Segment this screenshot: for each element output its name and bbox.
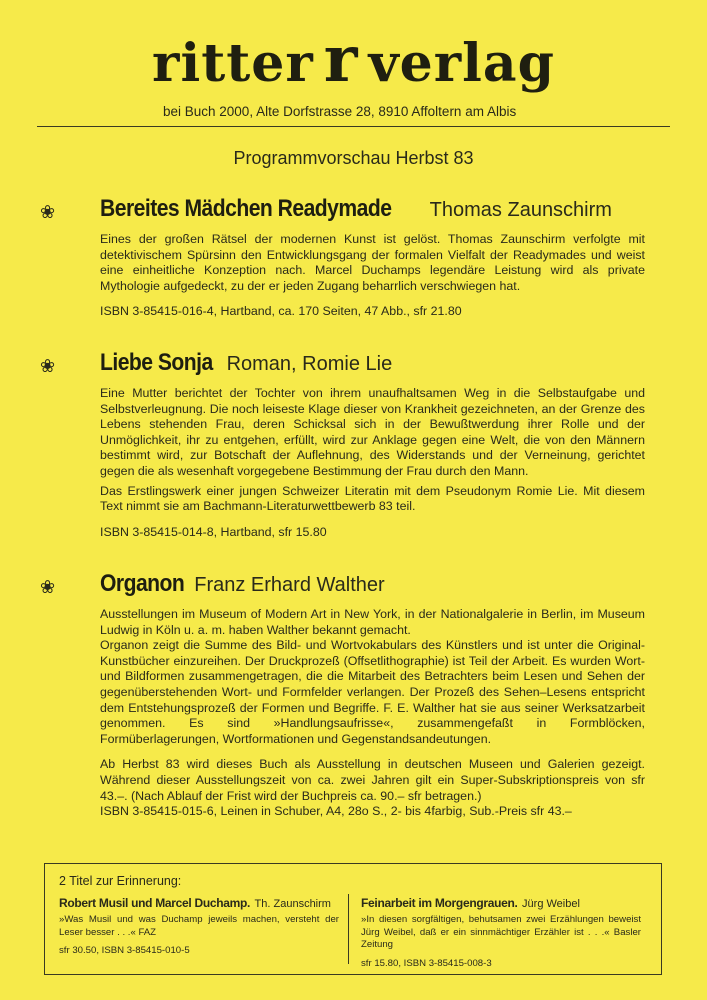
book-entry [100, 568, 645, 820]
entry-heading [100, 193, 645, 228]
book-author: Roman, Romie Lie [226, 353, 393, 375]
logo-left-word: ritter [152, 33, 314, 94]
entry-heading [100, 347, 645, 382]
book-entry [100, 347, 645, 540]
logo-mark: r [323, 22, 359, 97]
reminder-box [44, 863, 662, 975]
publisher-address: bei Buch 2000, Alte Dorfstrasse 28, 8910 Affoltern am Albis [163, 104, 517, 119]
reminder-item [59, 894, 339, 956]
entry-heading [100, 568, 645, 603]
logo-right-word: verlag [368, 33, 555, 94]
header-divider [37, 126, 670, 127]
reminder-title: Feinarbeit im Morgengrauen. [361, 896, 518, 910]
book-description: Organon zeigt die Summe des Bild- und Wortvokabulars des Künstlers und ist unter die Original-Kunstbücher einzureihen. Der Druckprozeß (Offsetlithographie) ist Teil der Arbeit. Es wurden Wort- und Bildformen zusammengetragen, die die Mitarbeit des Betrachters beim Lesen und Sehen der gegenüberstehenden Wort- und Formfelder verlangen. Der Prozeß des Sehen–Lesens entspricht dem Entstehungsprozeß der Formen und Begriffe. F. E. Walther hat sie aus seiner Werksatzarbeit genommen. Es sind »Handlungsaufrisse«, zusammengefaßt in Formblöcken, Formüberlagerungen, Wortformationen und Gegenstandsandeutungen. [100, 638, 645, 746]
flower-icon: ❀ [40, 202, 56, 223]
season-heading: Programmvorschau Herbst 83 [233, 148, 474, 168]
book-isbn: ISBN 3-85415-014-8, Hartband, sfr 15.80 [100, 524, 327, 539]
book-isbn: ISBN 3-85415-015-6, Leinen in Schuber, A4, 28o S., 2- bis 4farbig, Sub.-Preis sfr 43.– [100, 804, 572, 819]
book-description: Eines der großen Rätsel der modernen Kunst ist gelöst. Thomas Zaunschirm verfolgte mit detektivischem Spürsinn den Entwicklungsgang der formalen Vielfalt der Readymades und weist eine einheitliche Konzeption nach. Marcel Duchamps legendäre Leistung wird als private Mythologie aufgedeckt, zu der er jeden Zugang beharrlich verschwiegen hat. [100, 232, 645, 293]
book-title: Bereites Mädchen Readymade [100, 195, 392, 222]
reminder-item [361, 894, 641, 969]
flower-icon: ❀ [40, 577, 56, 598]
reminder-title: Robert Musil und Marcel Duchamp. [59, 896, 251, 910]
book-title: Liebe Sonja [100, 349, 213, 376]
reminder-quote: »In diesen sorgfältigen, behutsamen zwei Erzählungen beweist Jürg Weibel, daß er ein sinnmächtiger Erzähler ist . . .« Basler Zeitung [361, 914, 641, 950]
book-title: Organon [100, 570, 185, 597]
book-description: Ausstellungen im Museum of Modern Art in New York, in der Nationalgalerie in Berlin, im Museum Ludwig in Köln u. a. m. haben Walther bekannt gemacht. [100, 607, 645, 637]
reminder-author: Jürg Weibel [522, 898, 580, 910]
book-author: Franz Erhard Walther [194, 574, 385, 596]
book-author: Thomas Zaunschirm [429, 199, 612, 221]
reminder-isbn: sfr 15.80, ISBN 3-85415-008-3 [361, 957, 492, 969]
book-description: Ab Herbst 83 wird dieses Buch als Ausstellung in deutschen Museen und Galerien gezeigt. Während dieser Ausstellungszeit von ca. zwei Jahren gilt ein Super-Subskriptionspreis von sfr 43.–. (Nach Ablauf der Frist wird der Buchpreis ca. 90.– sfr betragen.) [100, 757, 645, 803]
reminder-divider [348, 894, 349, 964]
book-entry [100, 193, 645, 320]
book-isbn: ISBN 3-85415-016-4, Hartband, ca. 170 Seiten, 47 Abb., sfr 21.80 [100, 304, 462, 319]
reminder-isbn: sfr 30.50, ISBN 3-85415-010-5 [59, 945, 190, 956]
flower-icon: ❀ [40, 356, 56, 377]
publisher-logo [0, 22, 707, 97]
reminder-label: 2 Titel zur Erinnerung: [59, 874, 182, 888]
reminder-quote: »Was Musil und was Duchamp jeweils machen, versteht der Leser besser . . .« FAZ [59, 914, 339, 938]
reminder-author: Th. Zaunschirm [254, 898, 331, 910]
book-description: Eine Mutter berichtet der Tochter von ihrem unaufhaltsamen Weg in die Selbstaufgabe und Selbstverleugnung. Die noch leiseste Klage dieser von Krankheit gezeichneten, an der Grenze des Lebens stehenden Frau, deren Schicksal sich in der Bewußtwerdung ihrer Rolle und der Unmöglichkeit, ihr zu entgehen, erfüllt, wird zur Anklage gegen eine Welt, die von den Männern bestimmt wird, zur Botschaft der Auflehnung, des Widerstands und der Verneinung, gerichtet gegen die als wesenhaft vorgegebene Bestimmung der Frau durch den Mann. [100, 386, 645, 478]
book-description: Das Erstlingswerk einer jungen Schweizer Literatin mit dem Pseudonym Romie Lie. Mit diesem Text nimmt sie am Bachmann-Literaturwettbewerb 83 teil. [100, 483, 645, 514]
